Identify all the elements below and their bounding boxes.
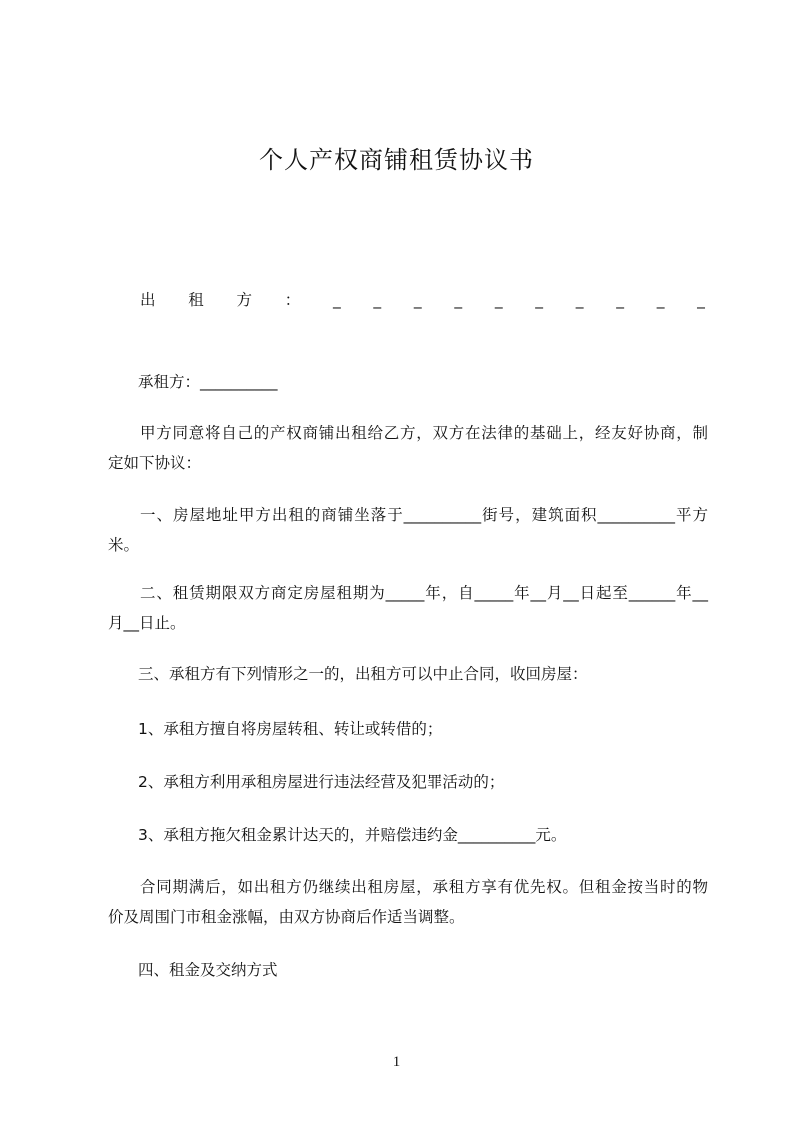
renewal-line-1: 合同期满后，如出租方仍继续出租房屋，承租方享有优先权。但租金按当时的物 xyxy=(140,878,708,896)
clause-1-paragraph xyxy=(108,500,708,560)
clause-1-line-2: 米。 xyxy=(108,536,140,554)
lessor-char-2: 租 xyxy=(188,291,204,309)
lessor-blank: _ xyxy=(656,291,665,309)
clause-3-item-3: 3、承租方拖欠租金累计达天的，并赔偿违约金__________元。 xyxy=(138,826,567,844)
clause-3-item-1: 1、承租方擅自将房屋转租、转让或转借的； xyxy=(138,720,443,738)
lessee-line: 承租方：__________ xyxy=(138,373,278,391)
lessor-blank: _ xyxy=(494,291,503,309)
intro-paragraph xyxy=(108,418,708,478)
clause-2-line-1: 二、租赁期限双方商定房屋租期为_____年，自_____年__月__日起至______年__ xyxy=(140,584,708,602)
lessor-blank: _ xyxy=(373,291,382,309)
document-title: 个人产权商铺租赁协议书 xyxy=(259,146,534,174)
renewal-line-2: 价及周围门市租金涨幅，由双方协商后作适当调整。 xyxy=(108,908,465,926)
lessor-blank: _ xyxy=(697,291,705,309)
lessor-blank: _ xyxy=(575,291,584,309)
intro-line-2: 定如下协议： xyxy=(108,454,202,472)
lessor-blank: _ xyxy=(413,291,422,309)
page-number: 1 xyxy=(392,1054,401,1070)
lessor-blank: _ xyxy=(535,291,544,309)
lessor-char-3: 方 xyxy=(236,291,252,309)
clause-3-heading: 三、承租方有下列情形之一的，出租方可以中止合同，收回房屋： xyxy=(138,665,588,683)
clause-2-paragraph xyxy=(108,578,708,638)
clause-2-line-2: 月__日止。 xyxy=(108,614,186,632)
clause-3-item-2: 2、承租方利用承租房屋进行违法经营及犯罪活动的； xyxy=(138,773,505,791)
lessor-blank: _ xyxy=(616,291,624,309)
lessor-blank: _ xyxy=(332,291,341,309)
intro-line-1: 甲方同意将自己的产权商铺出租给乙方，双方在法律的基础上，经友好协商，制 xyxy=(140,424,708,442)
renewal-paragraph xyxy=(108,872,708,932)
clause-4-heading: 四、租金及交纳方式 xyxy=(138,961,278,979)
lessor-char-1: 出 xyxy=(140,291,156,309)
lessor-blank: _ xyxy=(454,291,463,309)
clause-1-line-1: 一、房屋地址甲方出租的商铺坐落于__________街号，建筑面积__________平方 xyxy=(140,506,708,524)
lessor-colon: ： xyxy=(284,291,301,309)
lessor-line xyxy=(140,288,705,310)
